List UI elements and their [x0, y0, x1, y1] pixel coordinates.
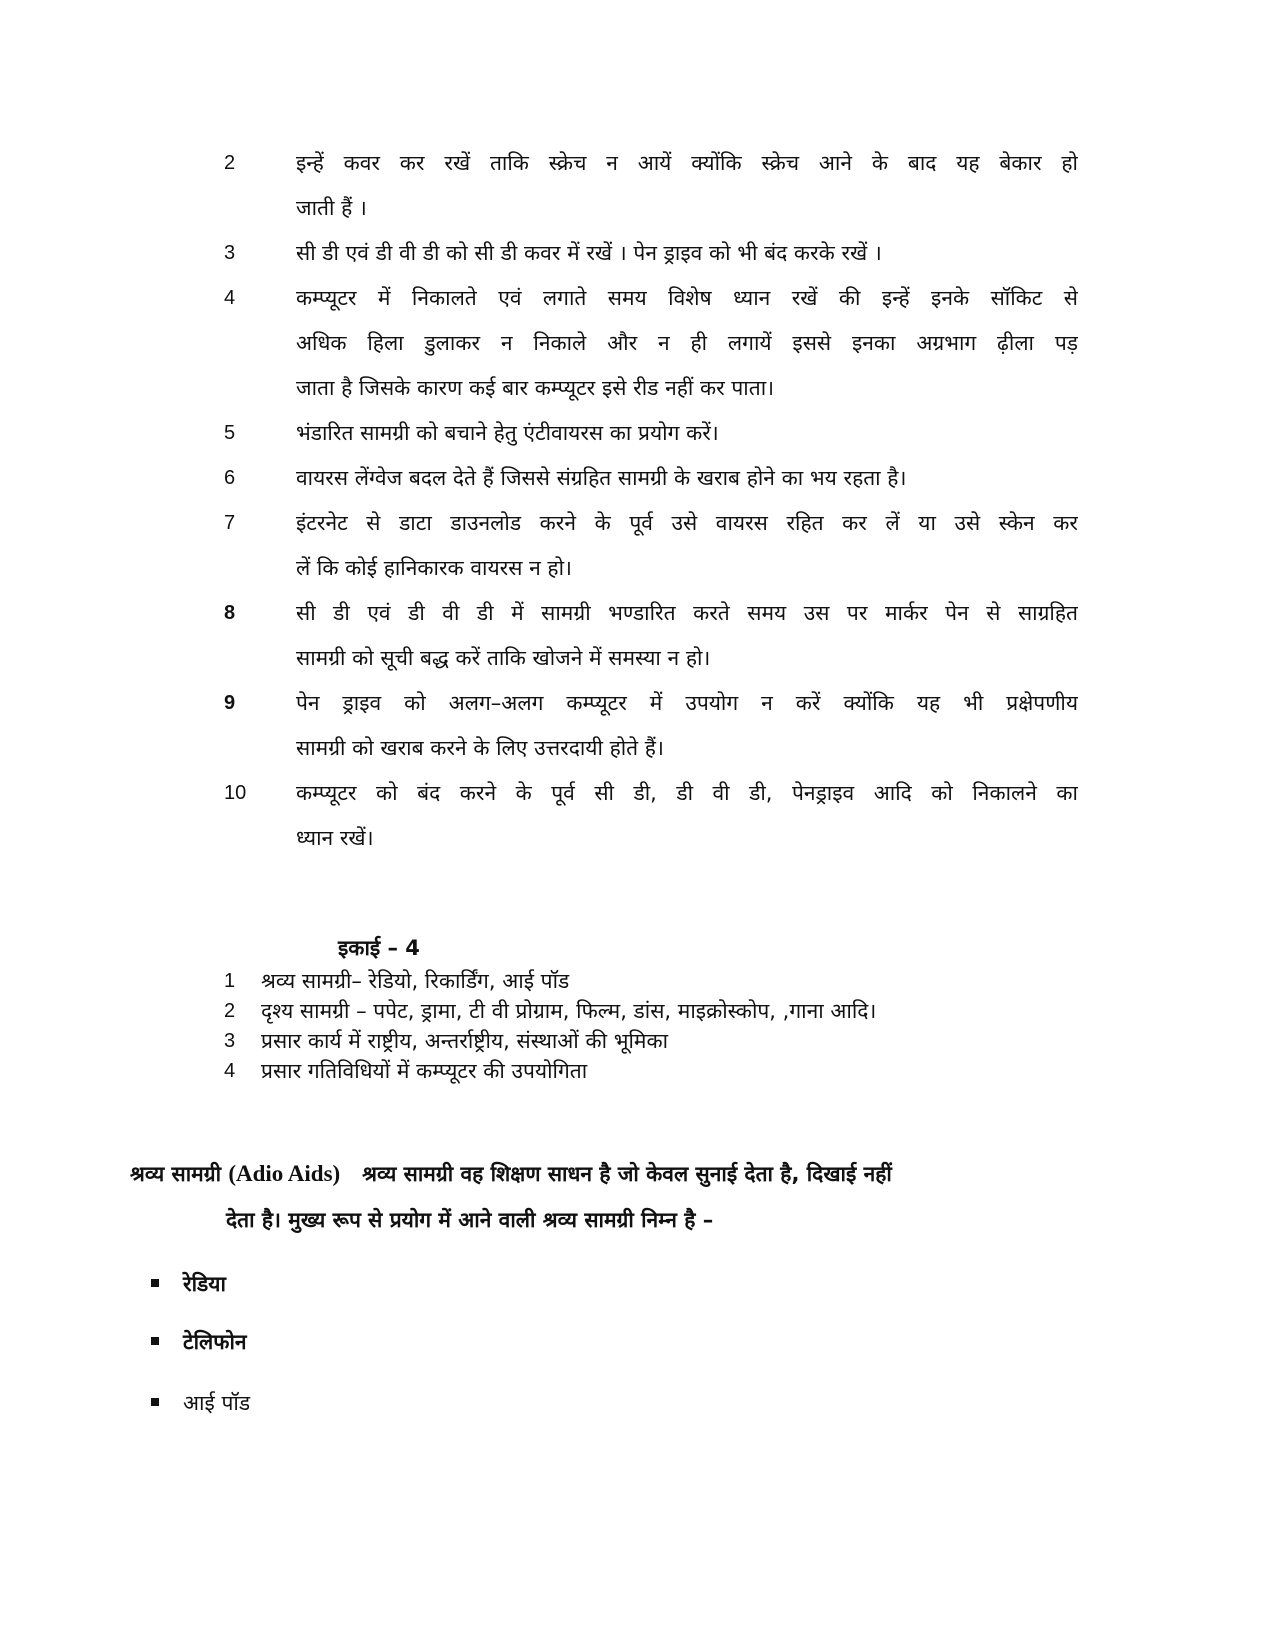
- unit-item-number: 4: [224, 1060, 236, 1082]
- item-text-line: इन्हें कवर कर रखें ताकि स्क्रेच न आयें क्योंकि स्क्रेच आने के बाद यह बेकार हो: [296, 151, 1078, 175]
- item-text-line: कम्प्यूटर में निकालते एवं लगाते समय विशेष ध्यान रखें की इन्हें इनके सॉकिट से: [296, 286, 1078, 310]
- item-number: 8: [224, 602, 236, 624]
- unit-heading: इकाई – 4: [338, 936, 420, 960]
- unit-item-number: 2: [224, 1000, 236, 1022]
- item-text-line: कम्प्यूटर को बंद करने के पूर्व सी डी, डी वी डी, पेनड्राइव आदि को निकालने का: [296, 781, 1078, 805]
- paragraph-line: [130, 1160, 1080, 1188]
- unit-item-text: प्रसार गतिविधियों में कम्प्यूटर की उपयोगिता: [261, 1059, 588, 1083]
- unit-item-text: दृश्य सामग्री – पपेट, ड्रामा, टी वी प्रोग्राम, फिल्म, डांस, माइक्रोस्कोप, ,गाना आदि।: [261, 999, 877, 1023]
- item-number: 4: [224, 287, 236, 309]
- bullet-item: [0, 1324, 1275, 1360]
- bullet-text: टेलिफोन: [183, 1330, 247, 1354]
- item-number: 9: [224, 692, 236, 714]
- item-text-line: लें कि कोई हानिकारक वायरस न हो।: [296, 556, 572, 580]
- bullet-text: आई पॉड: [183, 1391, 251, 1415]
- square-bullet-icon: [151, 1398, 159, 1406]
- item-text-line: भंडारित सामग्री को बचाने हेतु एंटीवायरस का प्रयोग करें।: [296, 421, 719, 445]
- item-number: 5: [224, 422, 236, 444]
- bullet-text: रेडिया: [183, 1272, 226, 1296]
- unit-list-item: [0, 966, 1275, 996]
- bullet-item: [0, 1385, 1275, 1421]
- item-text-line: सामग्री को सूची बद्ध करें ताकि खोजने में समस्या न हो।: [296, 646, 711, 670]
- item-text-line: सी डी एवं डी वी डी को सी डी कवर में रखें । पेन ड्राइव को भी बंद करके रखें ।: [296, 241, 882, 265]
- item-text-line: जाता है जिसके कारण कई बार कम्प्यूटर इसे रीड नहीं कर पाता।: [296, 376, 775, 400]
- item-number: 2: [224, 152, 236, 174]
- bullet-item: [0, 1266, 1275, 1302]
- unit-item-text: श्रव्य सामग्री– रेडियो, रिकार्डिंग, आई पॉड: [261, 969, 570, 993]
- item-text-line: सी डी एवं डी वी डी में सामग्री भण्डारित करते समय उस पर मार्कर पेन से साग्रहित: [296, 601, 1078, 625]
- paragraph-line-2: देता है। मुख्य रूप से प्रयोग में आने वाली श्रव्य सामग्री निम्न है –: [226, 1208, 714, 1232]
- square-bullet-icon: [151, 1279, 159, 1287]
- unit-item-number: 3: [224, 1030, 236, 1052]
- item-number: 6: [224, 467, 236, 489]
- item-text-line: वायरस लेंग्वेज बदल देते हैं जिससे संग्रहित सामग्री के खराब होने का भय रहता है।: [296, 466, 907, 490]
- item-text-line: इंटरनेट से डाटा डाउनलोड करने के पूर्व उसे वायरस रहित कर लें या उसे स्केन कर: [296, 511, 1078, 535]
- item-text-line: अधिक हिला डुलाकर न निकाले और न ही लगायें इससे इनका अग्रभाग ढ़ीला पड़: [296, 331, 1078, 355]
- item-text-line: सामग्री को खराब करने के लिए उत्तरदायी होते हैं।: [296, 736, 664, 760]
- unit-list-item: [0, 1056, 1275, 1086]
- unit-list-item: [0, 996, 1275, 1026]
- unit-item-text: प्रसार कार्य में राष्ट्रीय, अन्तर्राष्ट्रीय, संस्थाओं की भूमिका: [261, 1029, 669, 1053]
- item-text-line: जाती हैं ।: [296, 196, 367, 220]
- unit-item-number: 1: [224, 970, 236, 992]
- paragraph-term-english: (Adio Aids): [228, 1161, 341, 1186]
- item-text-line: ध्यान रखें।: [296, 826, 374, 850]
- item-number: 7: [224, 512, 236, 534]
- paragraph-term: श्रव्य सामग्री: [130, 1162, 222, 1186]
- item-number: 3: [224, 242, 236, 264]
- item-number: 10: [224, 782, 247, 804]
- paragraph-text: श्रव्य सामग्री वह शिक्षण साधन है जो केवल सुनाई देता है, दिखाई नहीं: [362, 1162, 892, 1186]
- item-text-line: पेन ड्राइव को अलग–अलग कम्प्यूटर में उपयोग न करें क्योंकि यह भी प्रक्षेपणीय: [296, 691, 1078, 715]
- unit-list-item: [0, 1026, 1275, 1056]
- square-bullet-icon: [151, 1337, 159, 1345]
